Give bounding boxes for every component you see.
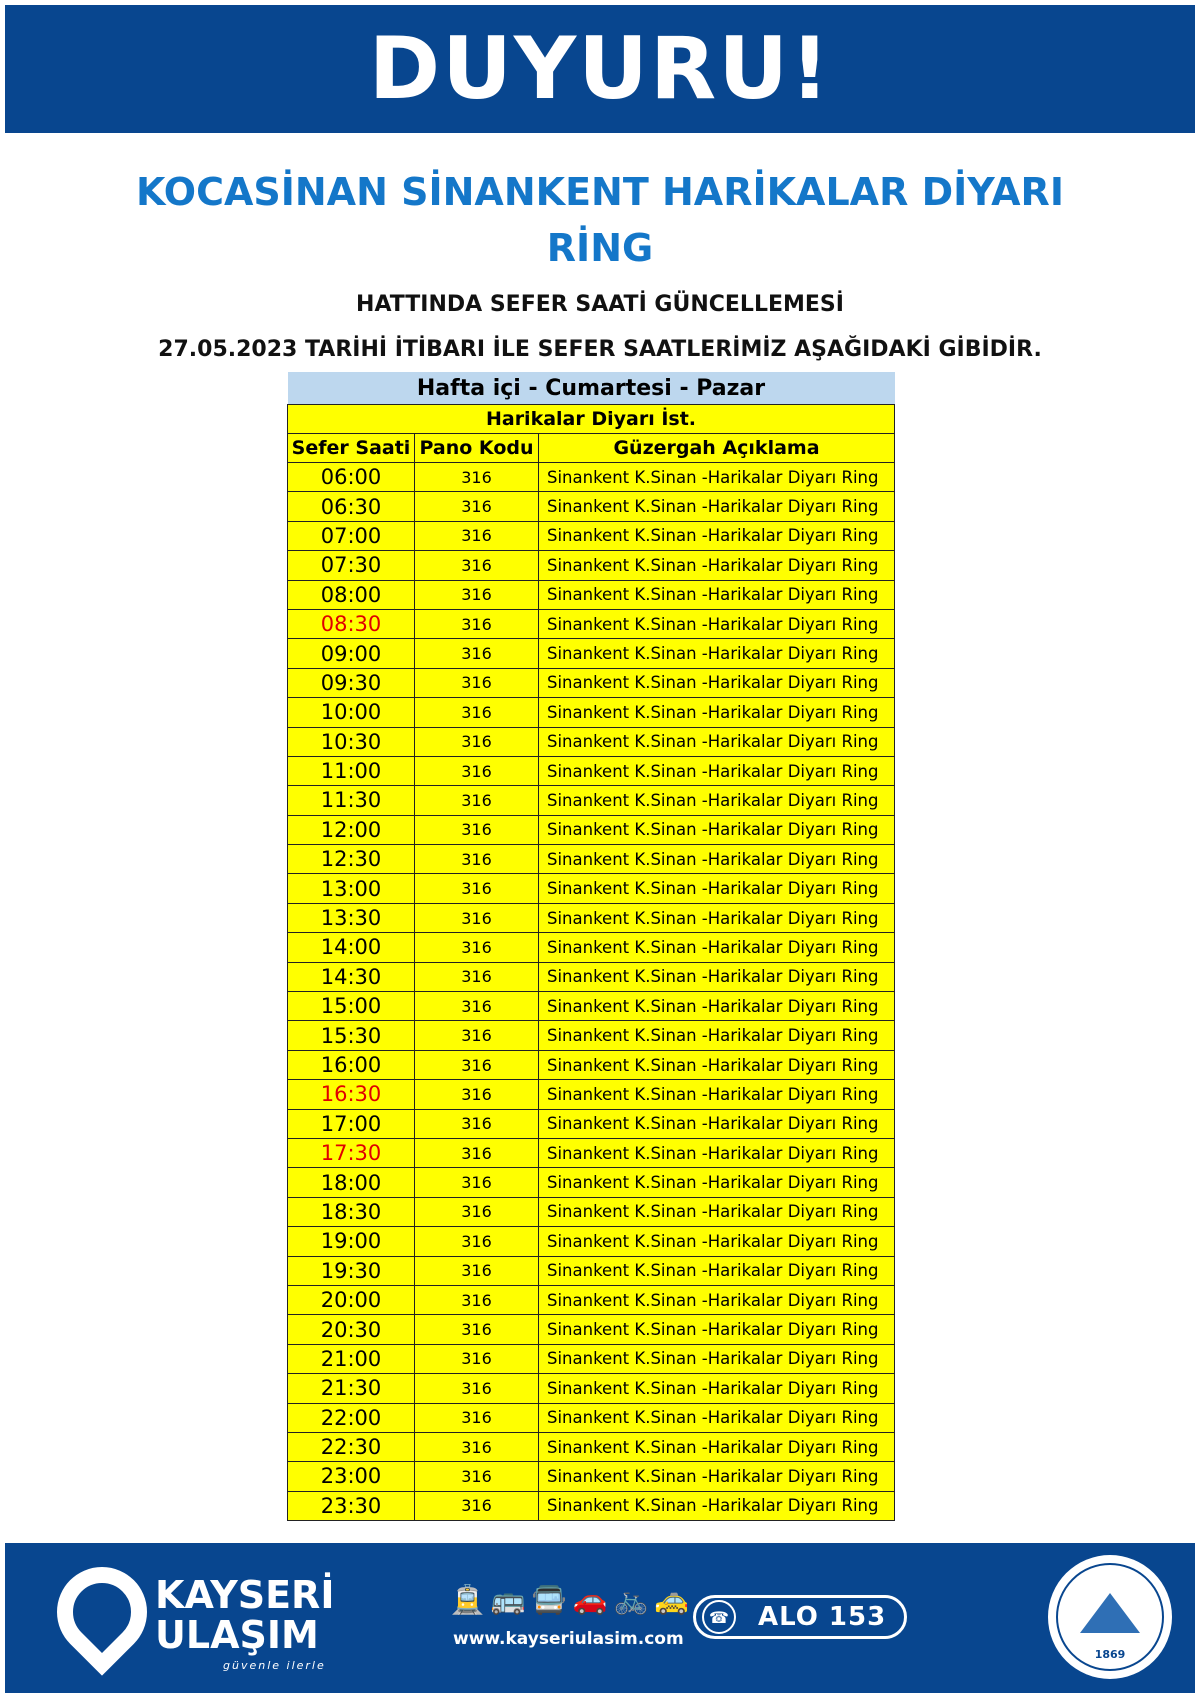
municipality-seal [1048,1555,1172,1679]
pano-kodu-cell: 316 [415,668,539,697]
table-row [288,756,895,785]
guzergah-cell: Sinankent K.Sinan -Harikalar Diyarı Ring [539,1197,895,1226]
pano-kodu-cell: 316 [415,551,539,580]
tram-icon: 🚊 [450,1583,491,1616]
announcement-banner [5,5,1195,133]
table-row [288,1227,895,1256]
guzergah-cell: Sinankent K.Sinan -Harikalar Diyarı Ring [539,845,895,874]
pano-kodu-cell: 316 [415,580,539,609]
sefer-saati-cell: 22:00 [288,1403,415,1432]
pano-kodu-cell: 316 [415,1432,539,1461]
sefer-saati-cell: 15:30 [288,1021,415,1050]
table-row [288,463,895,492]
sefer-saati-cell: 06:00 [288,463,415,492]
schedule-table [287,372,895,1521]
table-row [288,903,895,932]
column-header-route: Güzergah Açıklama [539,434,895,463]
hotline-number: ALO 153 [758,1602,887,1632]
pano-kodu-cell: 316 [415,845,539,874]
guzergah-cell: Sinankent K.Sinan -Harikalar Diyarı Ring [539,727,895,756]
sefer-saati-cell: 18:30 [288,1197,415,1226]
pano-kodu-cell: 316 [415,1109,539,1138]
sefer-saati-cell: 06:30 [288,492,415,521]
sefer-saati-cell: 22:30 [288,1432,415,1461]
sefer-saati-cell: 23:00 [288,1462,415,1491]
sefer-saati-cell: 20:00 [288,1285,415,1314]
sefer-saati-cell: 13:30 [288,903,415,932]
table-row [288,1403,895,1432]
table-row [288,551,895,580]
pano-kodu-cell: 316 [415,1374,539,1403]
guzergah-cell: Sinankent K.Sinan -Harikalar Diyarı Ring [539,1432,895,1461]
sefer-saati-cell: 11:00 [288,756,415,785]
guzergah-cell: Sinankent K.Sinan -Harikalar Diyarı Ring [539,1315,895,1344]
table-row [288,639,895,668]
sefer-saati-cell: 08:30 [288,609,415,638]
sefer-saati-cell: 14:00 [288,933,415,962]
pano-kodu-cell: 316 [415,1344,539,1373]
table-row [288,1256,895,1285]
guzergah-cell: Sinankent K.Sinan -Harikalar Diyarı Ring [539,1227,895,1256]
table-row [288,492,895,521]
sefer-saati-cell: 14:30 [288,962,415,991]
pano-kodu-cell: 316 [415,1138,539,1167]
pano-kodu-cell: 316 [415,1462,539,1491]
column-header-code: Pano Kodu [415,434,539,463]
guzergah-cell: Sinankent K.Sinan -Harikalar Diyarı Ring [539,933,895,962]
pano-kodu-cell: 316 [415,756,539,785]
days-header: Hafta içi - Cumartesi - Pazar [288,372,895,405]
sefer-saati-cell: 17:30 [288,1138,415,1167]
pano-kodu-cell: 316 [415,903,539,932]
pano-kodu-cell: 316 [415,1197,539,1226]
table-row [288,992,895,1021]
guzergah-cell: Sinankent K.Sinan -Harikalar Diyarı Ring [539,1050,895,1079]
guzergah-cell: Sinankent K.Sinan -Harikalar Diyarı Ring [539,668,895,697]
table-row [288,1021,895,1050]
pano-kodu-cell: 316 [415,463,539,492]
table-row [288,1080,895,1109]
table-row [288,874,895,903]
guzergah-cell: Sinankent K.Sinan -Harikalar Diyarı Ring [539,1403,895,1432]
subtitle: HATTINDA SEFER SAATİ GÜNCELLEMESİ [356,292,844,317]
guzergah-cell: Sinankent K.Sinan -Harikalar Diyarı Ring [539,903,895,932]
pano-kodu-cell: 316 [415,1080,539,1109]
hotline-badge[interactable] [693,1595,907,1639]
table-row [288,1138,895,1167]
line-title-1: KOCASİNAN SİNANKENT HARİKALAR DİYARI [136,170,1064,214]
logo-slogan: güvenle ilerle [223,1659,326,1672]
pano-kodu-cell: 316 [415,815,539,844]
table-row [288,698,895,727]
pano-kodu-cell: 316 [415,521,539,550]
phone-icon: ☎ [702,1600,736,1634]
pano-kodu-cell: 316 [415,933,539,962]
sefer-saati-cell: 13:00 [288,874,415,903]
guzergah-cell: Sinankent K.Sinan -Harikalar Diyarı Ring [539,962,895,991]
table-row [288,1050,895,1079]
sefer-saati-cell: 17:00 [288,1109,415,1138]
guzergah-cell: Sinankent K.Sinan -Harikalar Diyarı Ring [539,698,895,727]
bicycle-icon: 🚲 [613,1583,655,1616]
table-row [288,521,895,550]
table-row [288,1344,895,1373]
pano-kodu-cell: 316 [415,492,539,521]
sefer-saati-cell: 15:00 [288,992,415,1021]
guzergah-cell: Sinankent K.Sinan -Harikalar Diyarı Ring [539,492,895,521]
table-row [288,1462,895,1491]
table-row [288,933,895,962]
mountain-icon [1080,1593,1140,1633]
table-row [288,1168,895,1197]
pano-kodu-cell: 316 [415,1491,539,1520]
sefer-saati-cell: 21:30 [288,1374,415,1403]
table-row [288,962,895,991]
sefer-saati-cell: 10:30 [288,727,415,756]
guzergah-cell: Sinankent K.Sinan -Harikalar Diyarı Ring [539,1080,895,1109]
announcement-title: DUYURU! [368,19,832,119]
guzergah-cell: Sinankent K.Sinan -Harikalar Diyarı Ring [539,521,895,550]
pano-kodu-cell: 316 [415,1050,539,1079]
guzergah-cell: Sinankent K.Sinan -Harikalar Diyarı Ring [539,1138,895,1167]
sefer-saati-cell: 12:30 [288,845,415,874]
sefer-saati-cell: 10:00 [288,698,415,727]
pano-kodu-cell: 316 [415,786,539,815]
taxi-hand-icon: 🚕 [654,1583,696,1616]
line-title-2: RİNG [546,226,654,270]
table-row [288,668,895,697]
table-row [288,580,895,609]
pano-kodu-cell: 316 [415,992,539,1021]
guzergah-cell: Sinankent K.Sinan -Harikalar Diyarı Ring [539,1021,895,1050]
pano-kodu-cell: 316 [415,1315,539,1344]
guzergah-cell: Sinankent K.Sinan -Harikalar Diyarı Ring [539,1256,895,1285]
guzergah-cell: Sinankent K.Sinan -Harikalar Diyarı Ring [539,815,895,844]
guzergah-cell: Sinankent K.Sinan -Harikalar Diyarı Ring [539,1285,895,1314]
table-row [288,1315,895,1344]
pano-kodu-cell: 316 [415,1021,539,1050]
pano-kodu-cell: 316 [415,1285,539,1314]
sefer-saati-cell: 18:00 [288,1168,415,1197]
pano-kodu-cell: 316 [415,874,539,903]
guzergah-cell: Sinankent K.Sinan -Harikalar Diyarı Ring [539,609,895,638]
pano-kodu-cell: 316 [415,1256,539,1285]
table-row [288,1432,895,1461]
bus-icon: 🚌 [490,1583,532,1616]
sefer-saati-cell: 12:00 [288,815,415,844]
sefer-saati-cell: 08:00 [288,580,415,609]
sefer-saati-cell: 16:00 [288,1050,415,1079]
table-row [288,1285,895,1314]
pano-kodu-cell: 316 [415,727,539,756]
pano-kodu-cell: 316 [415,1168,539,1197]
logo-line-1: KAYSERİ [155,1573,335,1617]
guzergah-cell: Sinankent K.Sinan -Harikalar Diyarı Ring [539,551,895,580]
table-row [288,609,895,638]
sefer-saati-cell: 11:30 [288,786,415,815]
sefer-saati-cell: 19:00 [288,1227,415,1256]
guzergah-cell: Sinankent K.Sinan -Harikalar Diyarı Ring [539,1168,895,1197]
guzergah-cell: Sinankent K.Sinan -Harikalar Diyarı Ring [539,463,895,492]
seal-emblem-icon [1056,1563,1164,1671]
footer-banner [5,1543,1195,1693]
sefer-saati-cell: 23:30 [288,1491,415,1520]
table-row [288,845,895,874]
pano-kodu-cell: 316 [415,639,539,668]
sefer-saati-cell: 21:00 [288,1344,415,1373]
table-row [288,1109,895,1138]
table-row [288,727,895,756]
pano-kodu-cell: 316 [415,1403,539,1432]
table-row [288,1197,895,1226]
guzergah-cell: Sinankent K.Sinan -Harikalar Diyarı Ring [539,786,895,815]
guzergah-cell: Sinankent K.Sinan -Harikalar Diyarı Ring [539,580,895,609]
sefer-saati-cell: 09:30 [288,668,415,697]
guzergah-cell: Sinankent K.Sinan -Harikalar Diyarı Ring [539,639,895,668]
guzergah-cell: Sinankent K.Sinan -Harikalar Diyarı Ring [539,1462,895,1491]
table-row [288,1374,895,1403]
logo-line-2: ULAŞIM [155,1613,319,1657]
sefer-saati-cell: 07:00 [288,521,415,550]
parking-car-icon: 🚗 [572,1583,614,1616]
transport-icons [450,1583,695,1616]
sefer-saati-cell: 16:30 [288,1080,415,1109]
table-row [288,1491,895,1520]
seal-year: 1869 [1094,1648,1126,1661]
column-header-time: Sefer Saati [288,434,415,463]
pano-kodu-cell: 316 [415,698,539,727]
table-row [288,786,895,815]
stop-header: Harikalar Diyarı İst. [288,405,895,434]
website-link[interactable]: www.kayseriulasim.com [453,1629,684,1649]
guzergah-cell: Sinankent K.Sinan -Harikalar Diyarı Ring [539,1491,895,1520]
notice-text: 27.05.2023 TARİHİ İTİBARI İLE SEFER SAATLERİMİZ AŞAĞIDAKİ GİBİDİR. [158,337,1042,362]
guzergah-cell: Sinankent K.Sinan -Harikalar Diyarı Ring [539,756,895,785]
brand-logo [155,1575,334,1655]
table-row [288,815,895,844]
location-pin-logo-icon [38,1548,165,1675]
pano-kodu-cell: 316 [415,609,539,638]
sefer-saati-cell: 20:30 [288,1315,415,1344]
pano-kodu-cell: 316 [415,962,539,991]
sefer-saati-cell: 19:30 [288,1256,415,1285]
sefer-saati-cell: 07:30 [288,551,415,580]
guzergah-cell: Sinankent K.Sinan -Harikalar Diyarı Ring [539,874,895,903]
guzergah-cell: Sinankent K.Sinan -Harikalar Diyarı Ring [539,1344,895,1373]
guzergah-cell: Sinankent K.Sinan -Harikalar Diyarı Ring [539,1374,895,1403]
bus-icon: 🚍 [531,1583,573,1616]
guzergah-cell: Sinankent K.Sinan -Harikalar Diyarı Ring [539,1109,895,1138]
sefer-saati-cell: 09:00 [288,639,415,668]
pano-kodu-cell: 316 [415,1227,539,1256]
guzergah-cell: Sinankent K.Sinan -Harikalar Diyarı Ring [539,992,895,1021]
